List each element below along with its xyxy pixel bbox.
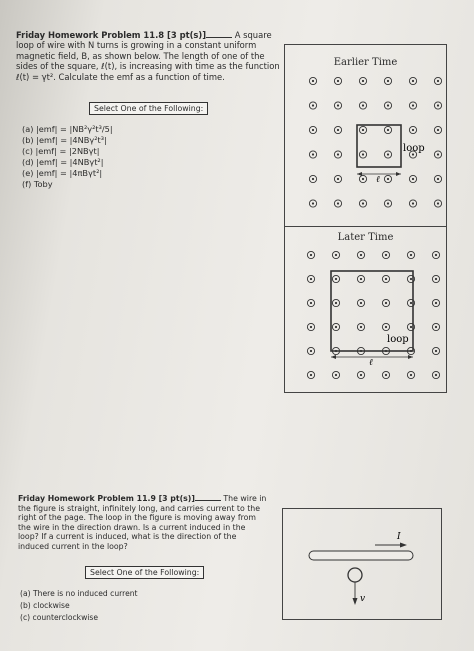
side-label-earlier: ℓ bbox=[376, 175, 380, 185]
problem-11-9-statement bbox=[18, 494, 268, 552]
answer-blank bbox=[206, 37, 232, 38]
loop-figure bbox=[284, 44, 447, 393]
choice-b[interactable]: (b) clockwise bbox=[20, 601, 70, 610]
loop-label-later: loop bbox=[387, 334, 409, 345]
problem-11-8-title: Friday Homework Problem 11.8 [3 pt(s)] bbox=[16, 30, 207, 40]
straight-wire bbox=[309, 551, 413, 560]
choice-a[interactable]: (a) There is no induced current bbox=[20, 589, 138, 598]
select-one-box-11-8[interactable]: Select One of the Following: bbox=[89, 102, 208, 115]
wire-loop-figure bbox=[282, 508, 442, 620]
choice-c[interactable]: (c) |emf| = |2NBγt| bbox=[22, 146, 100, 156]
choice-d[interactable]: (d) |emf| = |4NBγt²| bbox=[22, 157, 104, 167]
current-label: I bbox=[397, 532, 401, 542]
wire-diagram bbox=[283, 509, 443, 621]
answer-blank bbox=[195, 500, 221, 501]
select-one-box-11-9[interactable]: Select One of the Following: bbox=[85, 566, 204, 579]
velocity-label: v bbox=[360, 594, 366, 604]
choice-f[interactable]: (f) Toby bbox=[22, 179, 53, 189]
answer-choices-11-9 bbox=[20, 588, 138, 624]
choice-b[interactable]: (b) |emf| = |4NBγ²t³| bbox=[22, 135, 107, 145]
loop-label-earlier: loop bbox=[403, 143, 425, 154]
problem-11-8-text: A square loop of wire with N turns is growing in a constant uniform magnetic field, B, as shown below. The length of one of the sides of the square, ℓ(t), is increasing with time as the function ℓ(t) = γt². Calculate the emf as a function of time. bbox=[16, 30, 280, 82]
earlier-time-title: Earlier Time bbox=[333, 57, 398, 68]
circular-loop bbox=[348, 568, 362, 582]
choice-e[interactable]: (e) |emf| = |4πBγt²| bbox=[22, 168, 103, 178]
problem-11-9-title: Friday Homework Problem 11.9 [3 pt(s)] bbox=[18, 494, 195, 503]
problem-11-9-text: The wire in the figure is straight, infinitely long, and carries current to the right of the page. The loop in the figure is moving away from the wire in the direction drawn. Is a current induced in the loop? If a current is induced, what is the direction of the induced current in the loop? bbox=[18, 494, 267, 551]
choice-c[interactable]: (c) counterclockwise bbox=[20, 613, 99, 622]
problem-11-8-statement bbox=[16, 30, 288, 82]
later-time-title: Later Time bbox=[337, 232, 394, 243]
choice-a[interactable]: (a) |emf| = |NB²γ²t³/5| bbox=[22, 124, 113, 134]
answer-choices-11-8 bbox=[22, 124, 113, 190]
field-diagram bbox=[285, 45, 448, 394]
loop-earlier bbox=[357, 125, 401, 167]
side-label-later: ℓ bbox=[369, 358, 373, 368]
